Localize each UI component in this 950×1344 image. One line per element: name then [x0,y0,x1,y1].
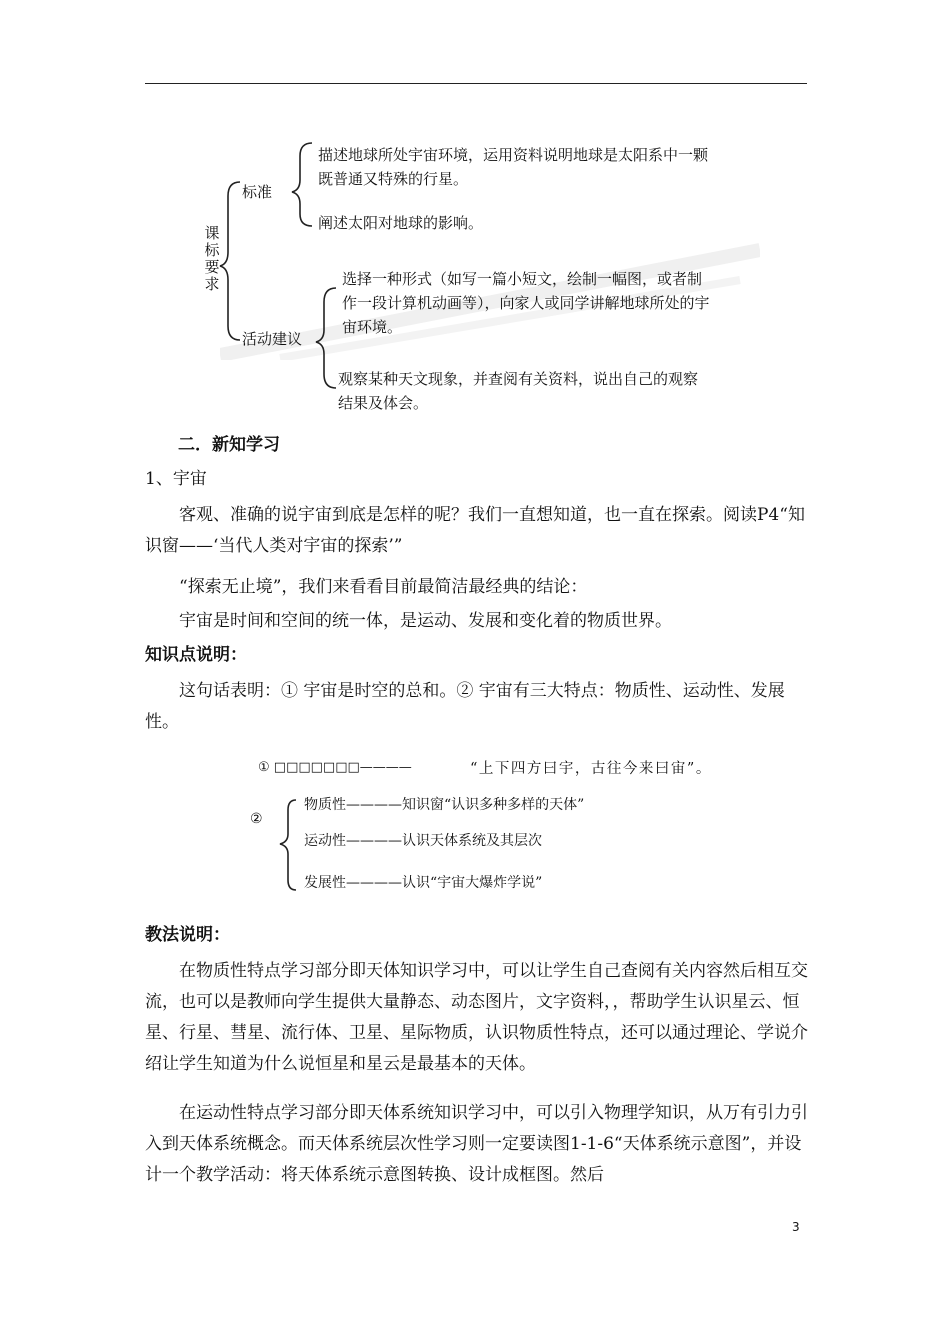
diagram-item-1: ① □□□□□□□———— [258,760,412,775]
section-heading: 二．新知学习 [178,435,280,455]
activity-label: 活动建议 [242,330,303,348]
diagram-branch: 物质性————知识窗“认识多种多样的天体” [304,797,585,813]
standard-item: 阐述太阳对地球的影响。 [318,214,484,232]
diagram-branch: 发展性————认识“宇宙大爆炸学说” [304,875,543,891]
root-char: 课 [204,224,220,242]
root-char: 标 [204,241,220,259]
teaching-paragraph: 在物质性特点学习部分即天体知识学习中，可以让学生自己查阅有关内容然后相互交流，也可以是教师向学生提供大量静态、动态图片，文字资料，，帮助学生认识星云、恒星、行星、彗星、流行体、卫星、星际物质，认识物质性特点，还可以通过理论、学说介绍让学生知道为什么说恒星和星云是最基本的天体。 [145,961,808,1074]
activity-item: 选择一种形式（如写一篇小短文，绘制一幅图，或者制作一段计算机动画等），向家人或同学讲解地球所处的宇宙环境。 [342,270,710,336]
standard-label: 标准 [242,183,273,201]
standard-item: 描述地球所处宇宙环境，运用资料说明地球是太阳系中一颗既普通又特殊的行星。 [318,146,709,188]
paragraph-explore: “探索无止境”，我们来看看目前最简洁最经典的结论： [179,577,588,597]
teaching-heading: 教法说明： [145,925,230,945]
paragraph-intro: 客观、准确的说宇宙到底是怎样的呢？我们一直想知道，也一直在探索。阅读P4“知识窗——‘当代人类对宇宙的探索’” [145,505,805,556]
root-char: 求 [204,275,220,293]
subsection-title: 1、宇宙 [145,469,207,489]
page-number: 3 [792,1220,800,1234]
paragraph-definition: 宇宙是时间和空间的统一体，是运动、发展和变化着的物质世界。 [179,611,672,631]
diagram-quote: “上下四方曰宇，古往今来曰宙”。 [470,761,712,777]
teaching-paragraph: 在运动性特点学习部分即天体系统知识学习中，可以引入物理学知识，从万有引力引入到天体系统概念。而天体系统层次性学习则一定要读图1-1-6“天体系统示意图”，并设计一个教学活动：将天体系统示意图转换、设计成框图。然后 [145,1103,808,1185]
activity-item: 观察某种天文现象，并查阅有关资料，说出自己的观察结果及体会。 [338,370,699,412]
diagram-branch: 运动性————认识天体系统及其层次 [304,833,542,849]
knowledge-text: 这句话表明：① 宇宙是时空的总和。② 宇宙有三大特点：物质性、运动性、发展性。 [145,681,785,732]
root-char: 要 [204,258,220,276]
knowledge-heading: 知识点说明： [145,645,247,665]
diagram-item-2-marker: ② [250,811,263,827]
diagram-brace [270,796,300,896]
